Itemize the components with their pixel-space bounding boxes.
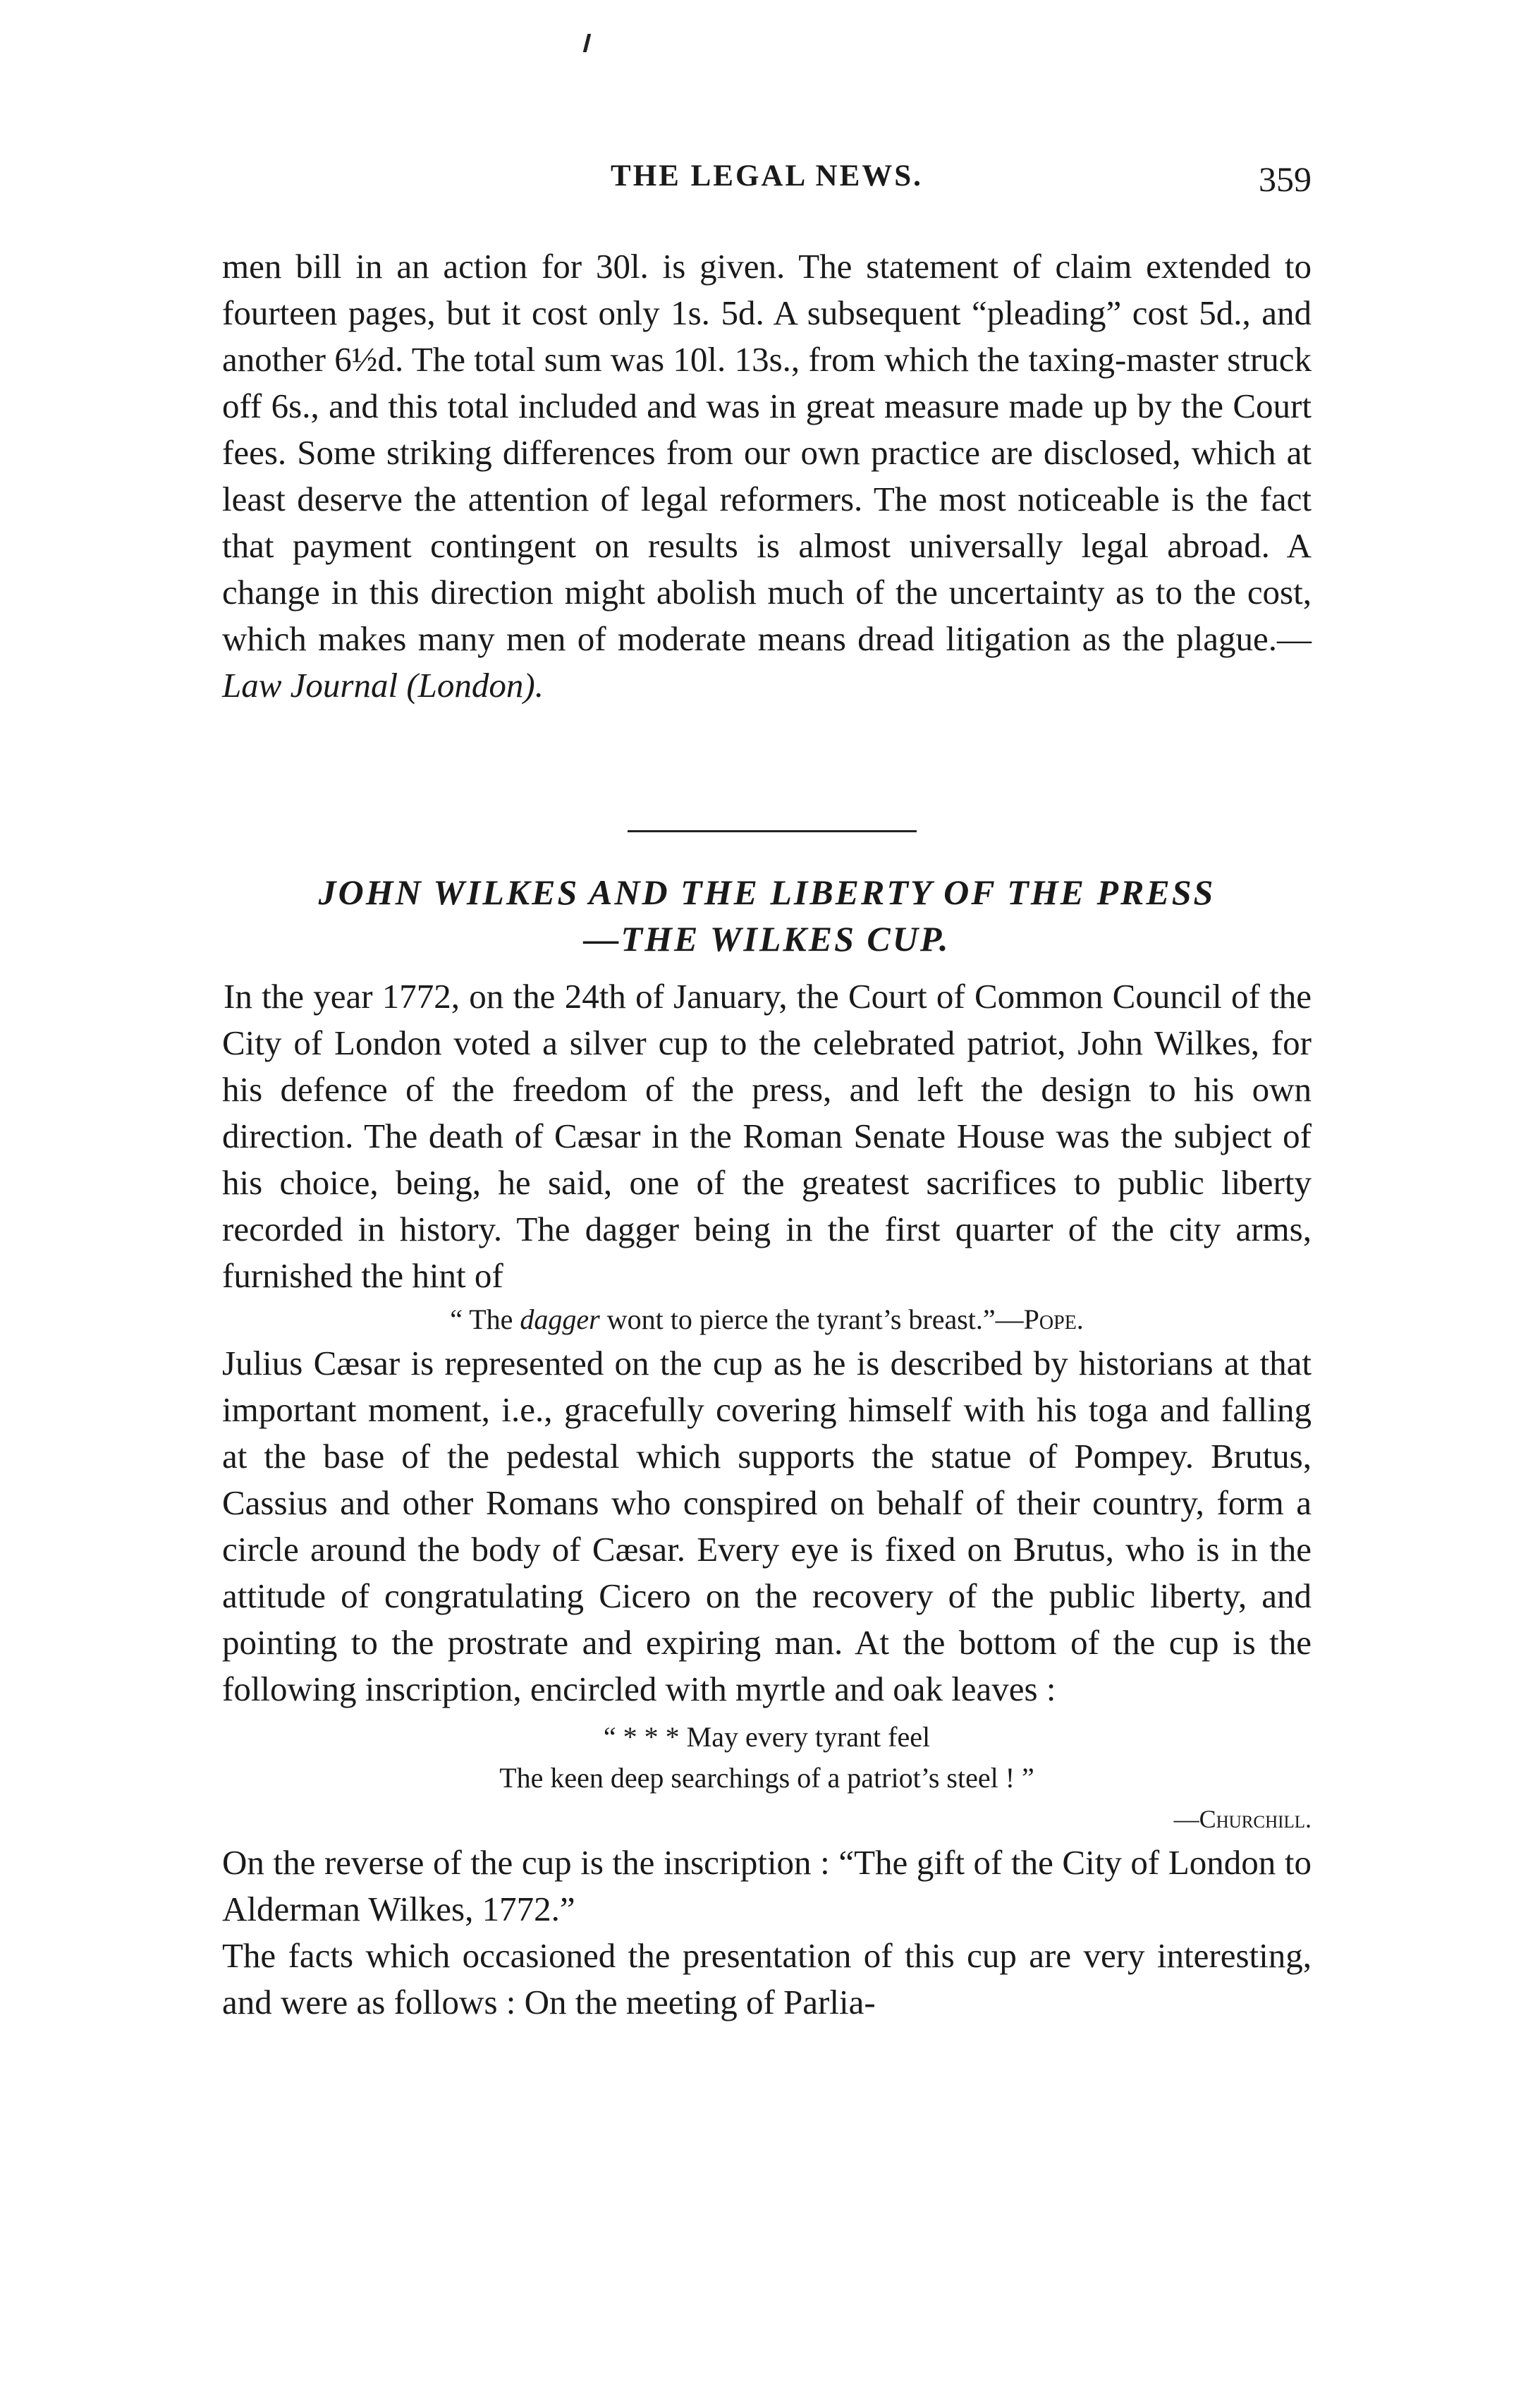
quote-rest: wont to pierce the tyrant’s breast.”— bbox=[599, 1303, 1024, 1335]
page-number: 359 bbox=[1259, 159, 1312, 199]
article-heading bbox=[222, 869, 1312, 962]
running-header bbox=[222, 159, 1312, 201]
section-divider bbox=[628, 830, 917, 832]
paragraph-text: men bill in an action for 30l. is given. The statement of claim extended to fourteen pages, but it cost only 1s. 5d. A subsequent “pleading” cost 5d., and another 6½d. The total sum was 10l. 13s., from which the taxing-master struck off 6s., and this total included and was in great measure made up by the Court fees. Some striking differences from our own practice are disclosed, which at least deserve the attention of legal reformers. The most noticeable is the fact that payment contingent on results is almost universally legal abroad. A change in this direction might abolish much of the uncertainty as to the cost, which makes many men of moderate means dread litigation as the plague.— bbox=[222, 247, 1312, 658]
inscription-verse bbox=[222, 1717, 1312, 1799]
heading-line-2: —THE WILKES CUP. bbox=[583, 919, 951, 959]
heading-line-1: JOHN WILKES AND THE LIBERTY OF THE PRESS bbox=[318, 872, 1216, 912]
article-paragraph-4: The facts which occasioned the presentation of this cup are very interesting, and were as follows : On the meeting of Parlia- bbox=[222, 1936, 1312, 2021]
verse-line-1: “ * * * May every tyrant feel bbox=[603, 1721, 931, 1753]
article-body bbox=[222, 973, 1312, 2026]
quote-italic: dagger bbox=[520, 1303, 600, 1335]
pope-quote bbox=[222, 1299, 1312, 1340]
verse-line-2: The keen deep searchings of a patriot’s steel ! ” bbox=[499, 1762, 1034, 1794]
quote-attribution: Pope. bbox=[1023, 1303, 1084, 1335]
quote-open: “ The bbox=[450, 1303, 520, 1335]
article-paragraph-3: On the reverse of the cup is the inscription : “The gift of the City of London to Alderman Wilkes, 1772.” bbox=[222, 1843, 1312, 1928]
ink-mark bbox=[583, 34, 591, 52]
verse-attribution: —Churchill. bbox=[1173, 1805, 1312, 1833]
running-title: THE LEGAL NEWS. bbox=[611, 159, 923, 193]
article-paragraph-2: Julius Cæsar is represented on the cup as he is described by historians at that important moment, i.e., gracefully covering himself with his toga and falling at the base of the pedestal which supports the statue of Pompey. Brutus, Cassius and other Romans who conspired on behalf of their country, form a circle around the body of Cæsar. Every eye is fixed on Brutus, who is in the attitude of congratulating Cicero on the recovery of the public liberty, and pointing to the prostrate and expiring man. At the bottom of the cup is the following inscription, encircled with myrtle and oak leaves : bbox=[222, 1344, 1312, 1708]
paragraph-law-journal bbox=[222, 243, 1312, 709]
article-paragraph-1: In the year 1772, on the 24th of January, the Court of Common Council of the City of London voted a silver cup to the celebrated patriot, John Wilkes, for his defence of the freedom of the press, and left the design to his own direction. The death of Cæsar in the Roman Senate House was the subject of his choice, being, he said, one of the greatest sacrifices to public liberty recorded in history. The dagger being in the first quarter of the city arms, furnished the hint of bbox=[222, 977, 1312, 1295]
source-citation: Law Journal (London). bbox=[222, 666, 544, 705]
